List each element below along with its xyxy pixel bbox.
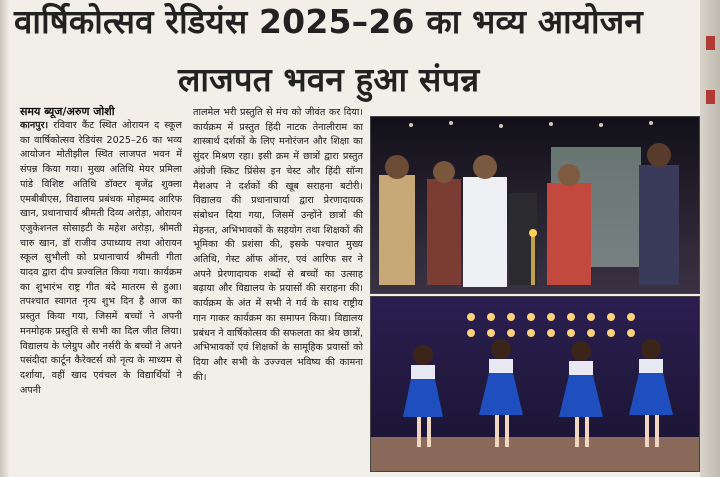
column-2-text: तालमेल भरी प्रस्तुति से मंच को जीवंत कर दिया। कार्यक्रम में प्रस्तुत हिंदी नाटक तेनालीराम का शास्त्रार्थ दर्शकों के लिए मनोरंजन और शिक्षा का सुंदर मिश्रण रहा। इसी क्रम में छात्रों द्वारा प्रस्तुत अंग्रेजी स्किट प्रिंसेस इन चेस्ट और हिंदी सॉन्ग मैशअप ने दर्शकों की खूब सराहना बटोरी। विद्यालय की प्रधानाचार्या द्वारा प्रेरणादायक संबोधन दिया गया, जिसमें उन्होंने छात्रों की मेहनत, अभिभावकों के सहयोग तथा शिक्षकों की भूमिका की प्रशंसा की, इसके पश्चात मुख्य अतिथि, गेस्ट ऑफ ऑनर, एवं आरिफ सर ने अपने प्रेरणादायक शब्दों से बच्चों का उत्साह बढ़ाया और विद्यालय के प्रयासों की सराहना की। कार्यक्रम के अंत में सभी ने गर्व के साथ राष्ट्रीय गान गाकर कार्यक्रम का समापन किया। विद्यालय प्रबंधन ने वार्षिकोत्सव की सफलता का श्रेय छात्रों, अभिभावकों एवं शिक्षकों के सामूहिक प्रयासों को दिया और सभी के उज्ज्वल भविष्य की कामना की। — [193, 107, 363, 383]
headline-line-2: लाजपत भवन हुआ संपन्न — [178, 60, 480, 99]
byline: समय ब्यूज/अरुण जोशी — [20, 105, 115, 118]
edge-mark — [706, 90, 715, 104]
page-edge — [700, 0, 720, 477]
guests-photo-illustration — [371, 117, 699, 293]
dateline: कानपुर। — [20, 120, 49, 131]
column-1-text: रविवार कैंट स्थित ओरायन द स्कूल का वार्षिकोत्सव रेडियंस 2025–26 का भव्य आयोजन मोतीझील स्थित लाजपत भवन में संपन्न किया गया। मुख्य अतिथि मेयर प्रमिला पांडे विशिष्ट अतिथि डॉक्टर बृजेंद्र शुक्ला एमबीबीएस, विद्यालय प्रबंधक मोहम्मद आरिफ खान, प्रधानाचार्य श्रीमती दिव्य अरोड़ा, ओरायन एजुकेशनल सोसाइटी के महेश अरोड़ा, श्रीमती चारु खान, डॉ राजीव उपाध्याय तथा ओरायन स्कूल सुभौली को प्रधानाचार्य श्रीमती गीता यादव द्वारा दीप प्रज्वलित किया गया। कार्यक्रम का शुभारंभ राष्ट्र गीत बंदे मातरम से हुआ। तपश्चात स्वागत नृत्य शुभ दिन है आज का प्रस्तुत किया गया, जिसमें बच्चों ने अपनी मनमोहक प्रस्तुति से सभी का दिल जीत लिया। विद्यालय के प्लेग्रुप और नर्सरी के बच्चों ने अपने पसंदीदा कार्टून कैरेक्टर्स को नृत्य के माध्यम से दर्शाया, वहीं खाद एवंचल के विद्यार्थियों ने अपनी — [20, 120, 182, 396]
article-column-2 — [193, 106, 363, 468]
page-shadow — [0, 0, 9, 477]
headline-line-1: वार्षिकोत्सव रेडियंस 2025–26 का भव्य आयोजन — [14, 2, 643, 41]
edge-mark — [706, 36, 715, 50]
guests-lamp-lighting-photo — [370, 116, 700, 294]
dance-photo-illustration — [371, 297, 699, 471]
article-column-1 — [20, 119, 182, 469]
children-dance-photo — [370, 296, 700, 472]
